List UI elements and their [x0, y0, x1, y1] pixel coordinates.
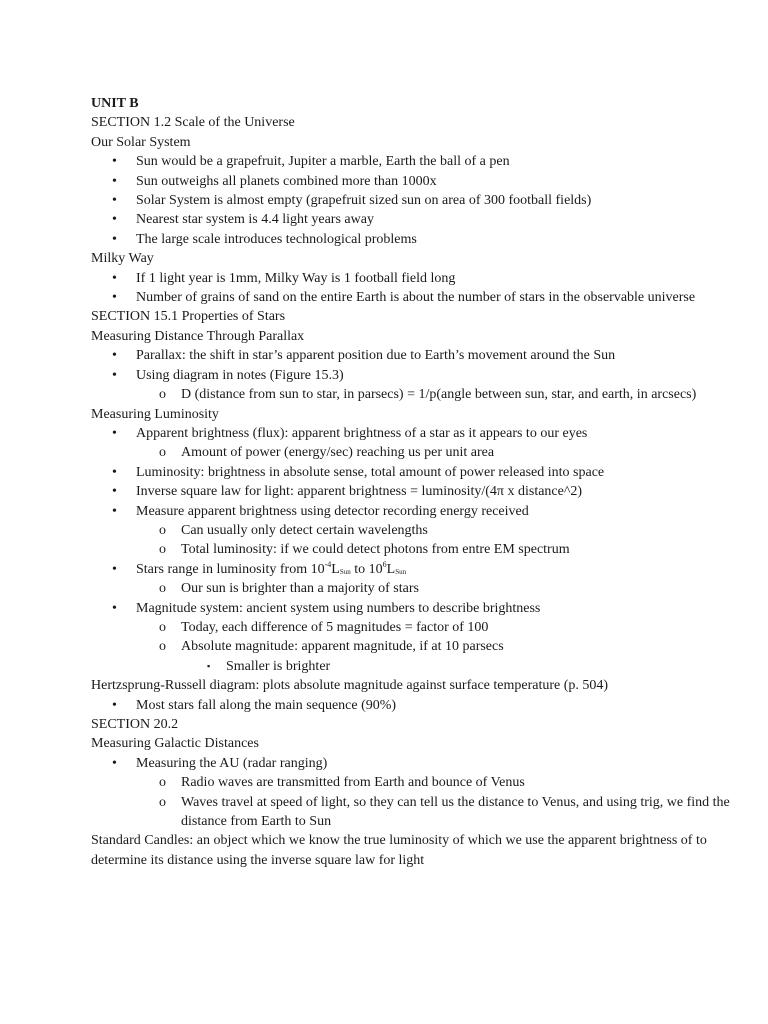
bullet-icon: • [112, 173, 117, 189]
circle-bullet-icon: o [159, 775, 166, 791]
circle-bullet-icon: o [159, 522, 166, 538]
list-item: • Parallax: the shift in star’s apparent position due to Earth’s movement around the Sun [91, 346, 731, 365]
luminosity-range-text: Stars range in luminosity from $10^{-4}L_{Sun}$ to $10^6L_{Sun}$ [136, 559, 407, 577]
section-heading: SECTION 1.2 Scale of the Universe [91, 115, 295, 131]
list-item: • Apparent brightness (flux): apparent brightness of a star as it appears to our eyes [91, 424, 731, 443]
bullet-icon: • [112, 600, 117, 616]
bullet-list [91, 754, 731, 832]
bullet-icon: • [112, 697, 117, 713]
list-item: • Luminosity: brightness in absolute sense, total amount of power released into space [91, 463, 731, 482]
square-bullet-icon: ▪ [207, 660, 211, 671]
sub-list-item: o Waves travel at speed of light, so they can tell us the distance to Venus, and using trig, we find the distance from Earth to Sun [159, 794, 730, 830]
bullet-icon: • [112, 425, 117, 441]
sub-list-item: o Total luminosity: if we could detect photons from entre EM spectrum [91, 540, 731, 559]
circle-bullet-icon: o [159, 542, 166, 558]
bullet-icon: • [112, 231, 117, 247]
circle-bullet-icon: o [159, 619, 166, 635]
bullet-icon: • [112, 270, 117, 286]
sub-list-item: o Today, each difference of 5 magnitudes = factor of 100 [91, 618, 731, 637]
list-item: • Sun outweighs all planets combined more than 1000x [91, 172, 731, 191]
bullet-icon: • [112, 561, 117, 577]
list-item: • The large scale introduces technological problems [91, 230, 731, 249]
bullet-icon: • [112, 290, 117, 306]
bullet-icon: • [112, 464, 117, 480]
circle-bullet-icon: o [159, 581, 166, 597]
bullet-icon: • [112, 367, 117, 383]
standard-candles-definition: Standard Candles: an object which we know the true luminosity of which we use the apparent brightness of to determine its distance using the inverse square law for light [91, 833, 707, 868]
sub-list-item: o Radio waves are transmitted from Earth and bounce of Venus [91, 773, 731, 792]
bullet-icon: • [112, 484, 117, 500]
subsection-title: Measuring Distance Through Parallax [91, 328, 305, 344]
bullet-list [91, 696, 731, 715]
bullet-icon: • [112, 503, 117, 519]
list-item [91, 560, 731, 579]
section-heading: SECTION 15.1 Properties of Stars [91, 309, 286, 325]
subsection-title: Milky Way [91, 251, 154, 267]
circle-bullet-icon: o [159, 445, 166, 461]
sub-list-item: o Absolute magnitude: apparent magnitude, if at 10 parsecs [91, 637, 731, 656]
bullet-list [91, 346, 731, 404]
bullet-list [91, 424, 731, 676]
list-item: • Inverse square law for light: apparent brightness = luminosity/(4π x distance^2) [91, 482, 731, 501]
list-item: • Most stars fall along the main sequence (90%) [91, 696, 731, 715]
bullet-icon: • [112, 755, 117, 771]
bullet-icon: • [112, 154, 117, 170]
bullet-icon: • [112, 348, 117, 364]
sub-list-item: o D (distance from sun to star, in parsecs) = 1/p(angle between sun, star, and earth, in arcsecs) [91, 385, 731, 404]
circle-bullet-icon: o [159, 639, 166, 655]
list-item: • Number of grains of sand on the entire Earth is about the number of stars in the observable universe [91, 288, 731, 307]
list-item: • Using diagram in notes (Figure 15.3) [91, 366, 731, 385]
list-item: • Measuring the AU (radar ranging) [91, 754, 731, 773]
list-item: • Nearest star system is 4.4 light years away [91, 210, 731, 229]
subsection-title: Measuring Luminosity [91, 406, 219, 422]
list-item: • Sun would be a grapefruit, Jupiter a marble, Earth the ball of a pen [91, 152, 731, 171]
sub-list-item: o Amount of power (energy/sec) reaching us per unit area [91, 443, 731, 462]
list-item: • Measure apparent brightness using detector recording energy received [91, 502, 731, 521]
circle-bullet-icon: o [159, 387, 166, 403]
list-item: • If 1 light year is 1mm, Milky Way is 1 football field long [91, 269, 731, 288]
bullet-list [91, 269, 731, 308]
list-item: • Magnitude system: ancient system using numbers to describe brightness [91, 599, 731, 618]
bullet-list [91, 152, 731, 249]
subsection-title: Measuring Galactic Distances [91, 736, 259, 752]
bullet-icon: • [112, 212, 117, 228]
subsection-title: Our Solar System [91, 134, 191, 150]
sub-list-item: o Can usually only detect certain wavelengths [91, 521, 731, 540]
circle-bullet-icon: o [159, 794, 166, 810]
hr-diagram-note: Hertzsprung-Russell diagram: plots absolute magnitude against surface temperature (p. 504) [91, 678, 609, 694]
sub-sub-list-item: ▪ Smaller is brighter [91, 657, 731, 676]
bullet-icon: • [112, 193, 117, 209]
sub-list-item: o Our sun is brighter than a majority of stars [91, 579, 731, 598]
section-heading: SECTION 20.2 [91, 717, 179, 732]
unit-title: UNIT B [91, 96, 139, 111]
list-item: • Solar System is almost empty (grapefruit sized sun on area of 300 football fields) [91, 191, 731, 210]
